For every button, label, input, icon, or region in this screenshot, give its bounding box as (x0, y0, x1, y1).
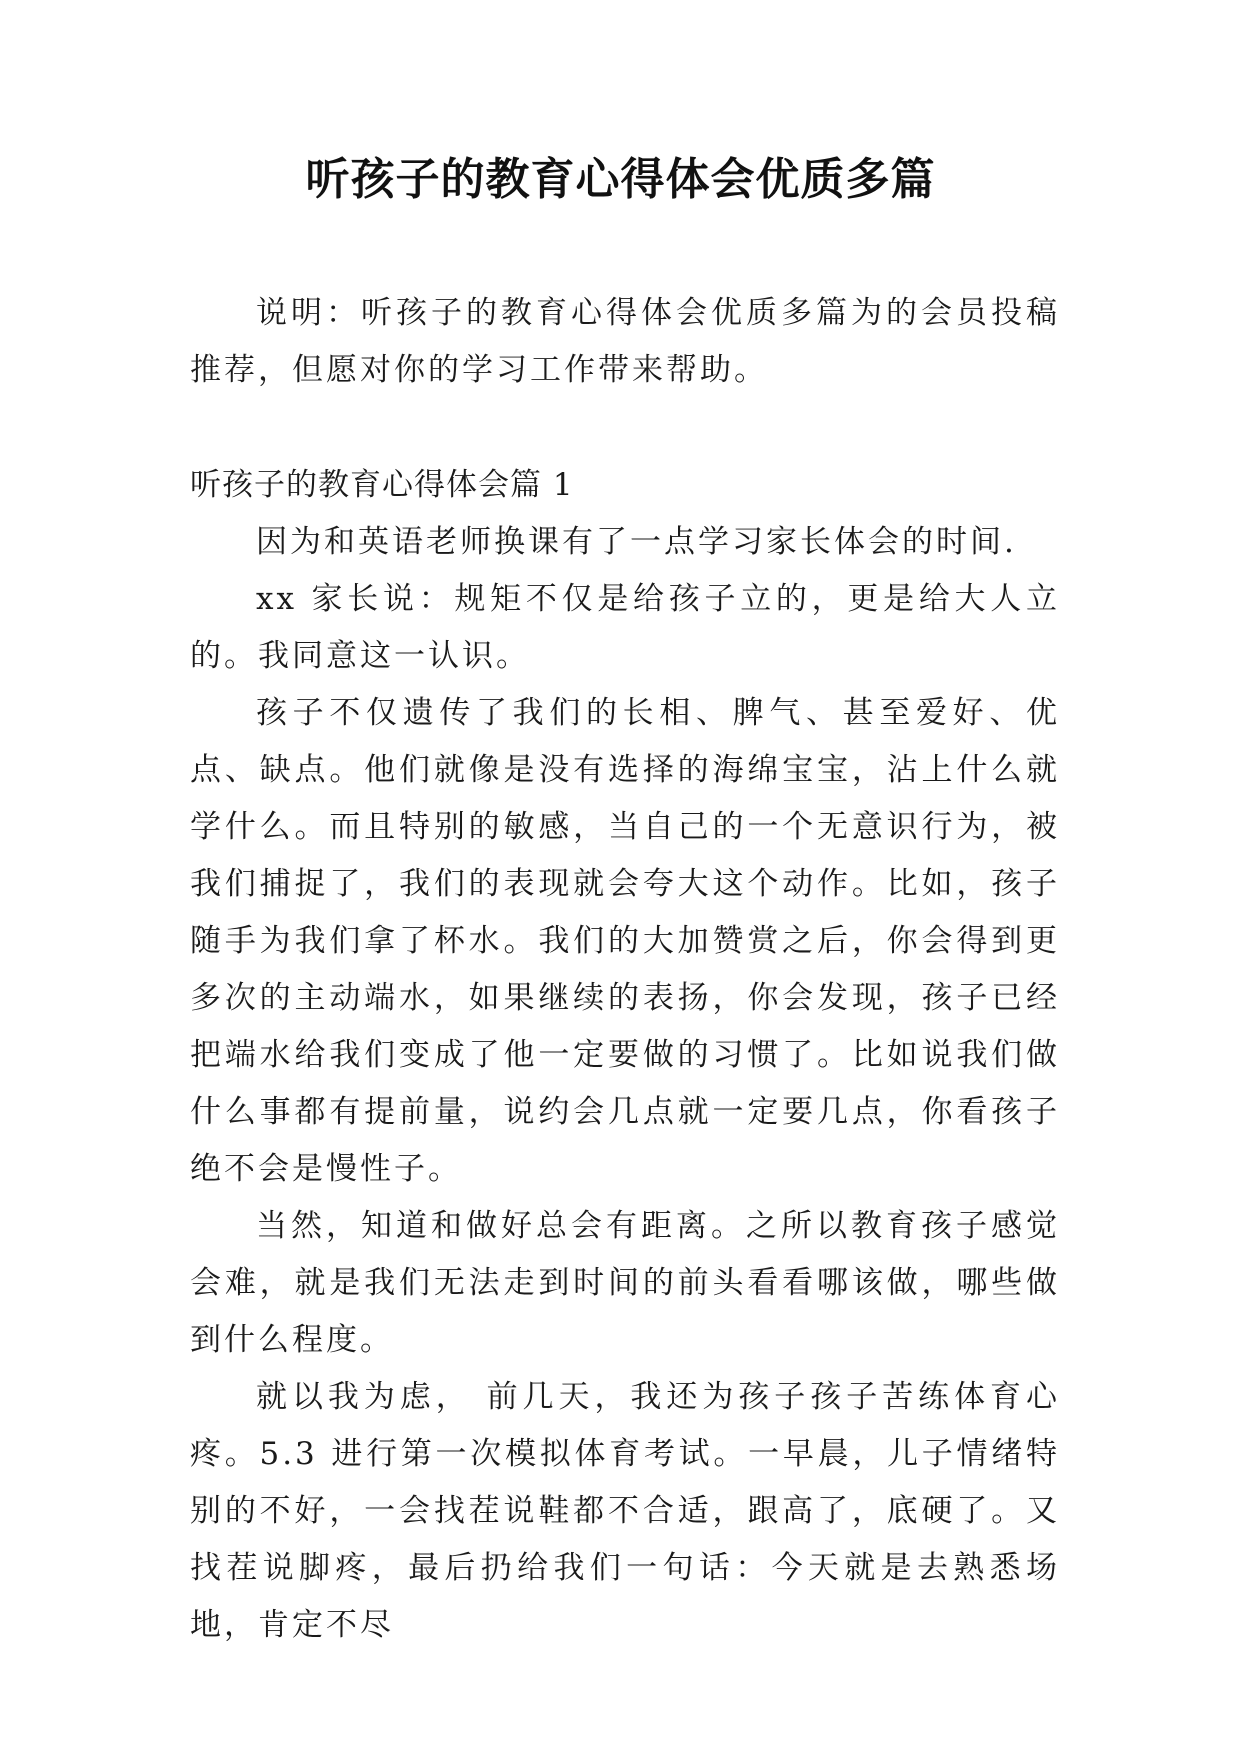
body-paragraph: xx 家长说：规矩不仅是给孩子立的，更是给大人立的。我同意这一认识。 (190, 581, 1060, 674)
body-paragraph: 因为和英语老师换课有了一点学习家长体会的时间. (256, 524, 1017, 560)
body-paragraph: 孩子不仅遗传了我们的长相、脾气、甚至爱好、优点、缺点。他们就像是没有选择的海绵宝宝，沾上什么就学什么。而且特别的敏感，当自己的一个无意识行为，被我们捕捉了，我们的表现就会夸大这个动作。比如，孩子随手为我们拿了杯水。我们的大加赞赏之后，你会得到更多次的主动端水，如果继续的表扬，你会发现，孩子已经把端水给我们变成了他一定要做的习惯了。比如说我们做什么事都有提前量，说约会几点就一定要几点，你看孩子绝不会是慢性子。 (190, 695, 1060, 1187)
document-body (190, 285, 1060, 1654)
section-heading: 听孩子的教育心得体会篇 1 (190, 467, 574, 503)
document-title: 听孩子的教育心得体会优质多篇 (305, 154, 936, 205)
body-paragraph: 就以我为虑， 前几天，我还为孩子孩子苦练体育心疼。5.3 进行第一次模拟体育考试。一早晨，儿子情绪特别的不好，一会找茬说鞋都不合适，跟高了，底硬了。又找茬说脚疼，最后扔给我们一句话：今天就是去熟悉场地，肯定不尽 (190, 1379, 1060, 1643)
body-paragraph: 当然，知道和做好总会有距离。之所以教育孩子感觉会难，就是我们无法走到时间的前头看看哪该做，哪些做到什么程度。 (190, 1208, 1060, 1358)
intro-paragraph: 说明：听孩子的教育心得体会优质多篇为的会员投稿推荐，但愿对你的学习工作带来帮助。 (190, 295, 1060, 388)
